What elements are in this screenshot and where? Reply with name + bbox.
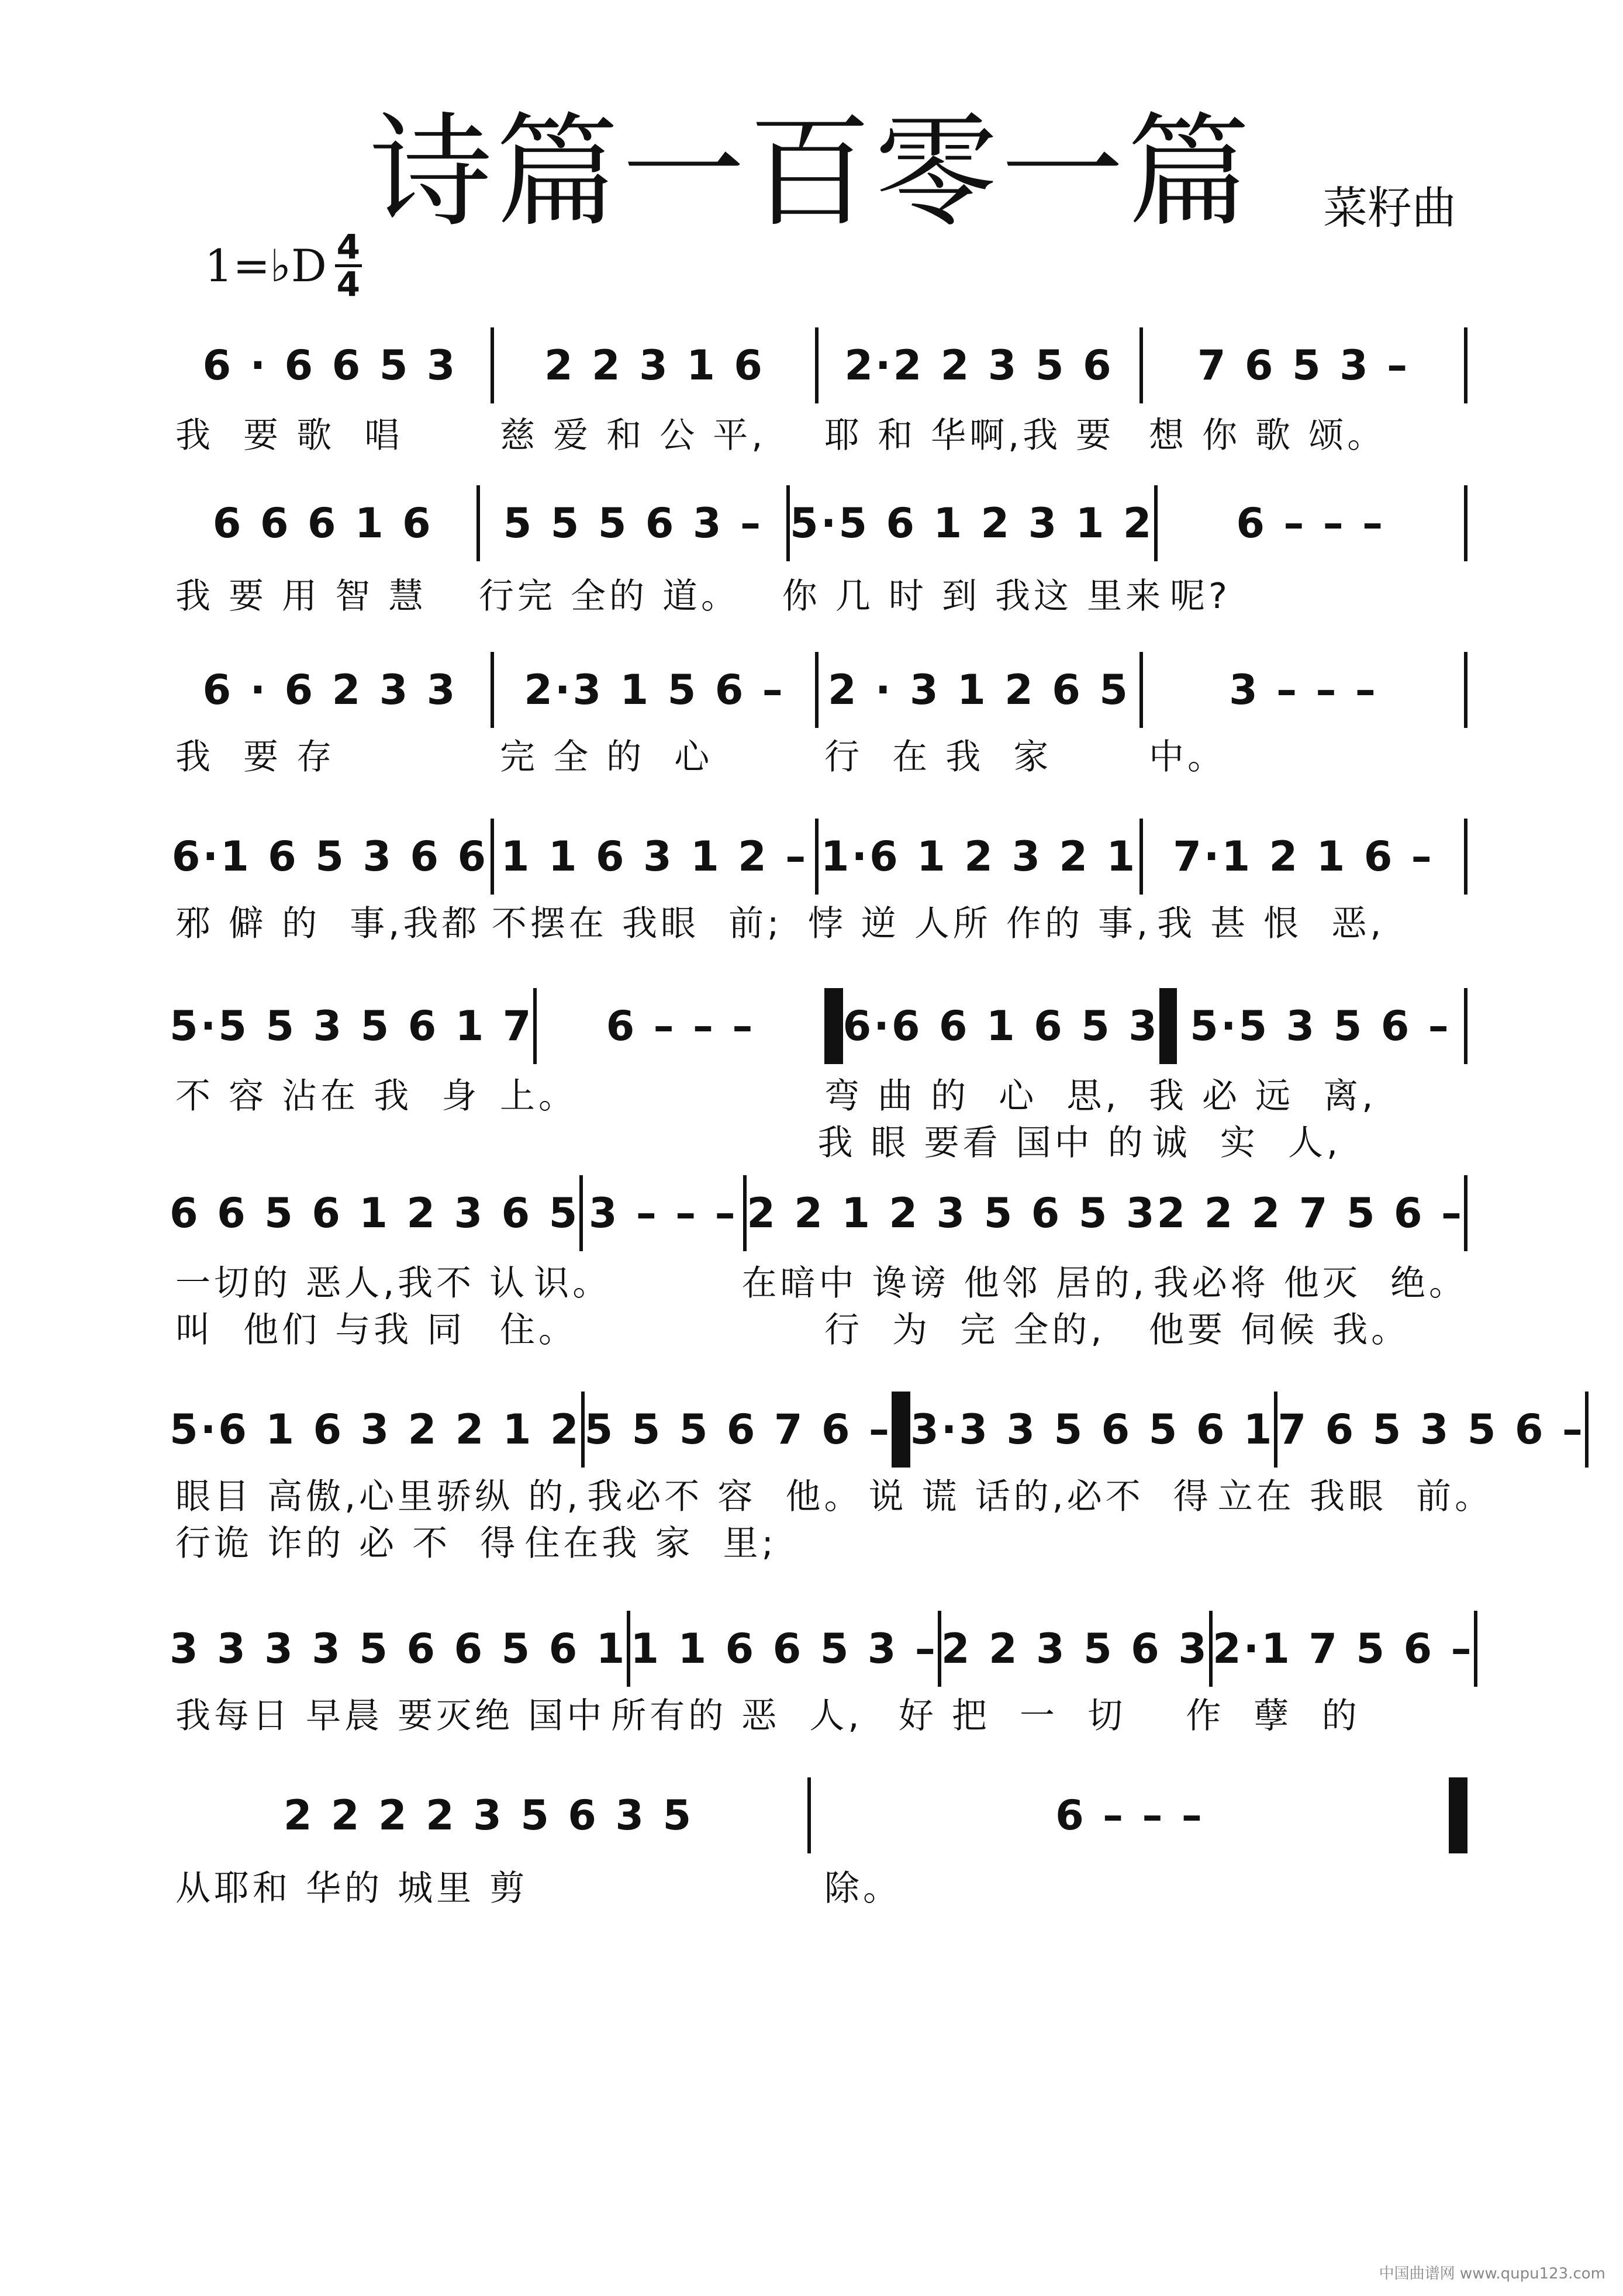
measure: 1 1 6 3 1 2 – <box>500 833 809 881</box>
measure: 2·3 1 5 6 – <box>524 666 785 714</box>
lyric-line <box>170 1125 1467 1161</box>
lyric-segment: 我必将 他灭 绝。 <box>1153 1263 1467 1304</box>
notation-line <box>170 1777 1467 1853</box>
lyric-segment: 你 几 时 到 我这 里来 <box>782 576 1165 617</box>
measure: 2 2 1 2 3 5 6 5 3 <box>747 1189 1157 1237</box>
lyric-segment: 叫 他们 与我 同 <box>175 1310 466 1351</box>
lyric-segment <box>835 1526 1151 1561</box>
lyric-segment: 我必不 容 他。 <box>587 1476 863 1517</box>
barline <box>1464 327 1467 403</box>
measure: 6 6 5 6 1 2 3 6 5 <box>170 1189 580 1237</box>
lyric-segment <box>1151 1526 1467 1561</box>
barline <box>1464 652 1467 728</box>
lyric-segment: 行 为 完 全的, <box>824 1310 1106 1351</box>
measure: 6·1 6 5 3 6 6 <box>171 833 489 881</box>
barline <box>1585 1392 1589 1468</box>
lyric-segment <box>170 1125 491 1161</box>
measure: 3 – – – <box>1229 666 1378 714</box>
barline <box>1464 819 1467 895</box>
lyric-segment: 说 谎 话的,必不 得 <box>868 1476 1212 1517</box>
lyric-segment: 住在我 家 里; <box>524 1523 777 1564</box>
lyric-segment <box>491 1125 811 1161</box>
lyric-segment: 眼目 高傲,心里骄纵 的, <box>175 1476 582 1517</box>
lyric-segment: 上。 <box>500 1076 577 1117</box>
lyric-line <box>170 1263 1467 1304</box>
measure: 2 2 3 5 6 3 <box>941 1625 1209 1673</box>
lyric-segment: 立在 我眼 前。 <box>1217 1476 1494 1517</box>
barline <box>1464 485 1467 561</box>
measure: 6·6 6 1 6 5 3 <box>842 1002 1159 1050</box>
measure: 6 – – – <box>606 1002 755 1050</box>
measure: 6 – – – <box>1236 499 1386 547</box>
measure: 6 · 6 2 3 3 <box>202 666 458 714</box>
lyric-segment: 识。 <box>534 1263 612 1304</box>
barline <box>1474 1611 1477 1687</box>
lyric-segment: 行诡 诈的 必 不 得 <box>175 1523 519 1564</box>
measure: 6 – – – <box>1055 1791 1204 1839</box>
measure: 6 6 6 1 6 <box>212 499 433 547</box>
measure: 7 6 5 3 5 6 – <box>1277 1406 1585 1453</box>
measure: 2 2 3 1 6 <box>544 341 765 389</box>
measure: 2 · 3 1 2 6 5 <box>827 666 1131 714</box>
measure: 5·6 1 6 3 2 2 1 2 <box>170 1406 581 1453</box>
measure: 5·5 6 1 2 3 1 2 <box>790 499 1154 547</box>
lyric-segment: 邪 僻 的 事,我都 <box>175 903 481 944</box>
lyric-line <box>170 1868 1467 1909</box>
lyric-line <box>170 1076 1467 1117</box>
measure: 2 2 2 2 3 5 6 3 5 <box>283 1791 694 1839</box>
final-barline <box>1449 1777 1467 1853</box>
lyric-segment: 不摆在 我眼 前; <box>491 903 783 944</box>
lyric-segment: 我 要 用 智 慧 <box>175 576 427 617</box>
notation-line <box>170 1611 1474 1687</box>
measure: 3 – – – <box>588 1189 738 1237</box>
time-top: 4 <box>336 227 360 267</box>
site-watermark: 中国曲谱网 www.qupu123.com <box>1379 2265 1605 2283</box>
notation-line <box>170 652 1467 728</box>
lyric-line <box>170 737 1467 778</box>
measure: 2·1 7 5 6 – <box>1212 1625 1474 1673</box>
song-title: 诗篇一百零一篇 <box>369 101 1253 244</box>
lyric-segment: 想 你 歌 颂。 <box>1149 415 1386 456</box>
notation-line <box>170 988 1467 1064</box>
measure: 5·5 3 5 6 – <box>1190 1002 1451 1050</box>
barline <box>1464 988 1467 1064</box>
lyric-segment: 不 容 沾在 我 身 <box>175 1076 481 1117</box>
measure: 5·5 5 3 5 6 1 7 <box>170 1002 534 1050</box>
lyric-segment: 在暗中 谗谤 他邻 居的, <box>741 1263 1148 1304</box>
notation-line <box>170 819 1467 895</box>
lyric-segment: 好 把 一 切 <box>898 1696 1127 1736</box>
lyric-segment: 完 全 的 心 <box>500 737 713 778</box>
lyric-segment: 我 必 远 离, <box>1149 1076 1377 1117</box>
measure: 7·1 2 1 6 – <box>1173 833 1434 881</box>
lyric-line <box>170 903 1467 944</box>
final-barline <box>824 988 843 1064</box>
lyric-segment: 我 眼 要看 国中 的 <box>817 1123 1147 1163</box>
measure: 1 1 6 6 5 3 – <box>630 1625 938 1673</box>
notation-line <box>170 1175 1467 1251</box>
lyric-line <box>170 415 1467 456</box>
lyric-segment: 一切的 恶人,我不 认 <box>175 1263 529 1304</box>
measure: 6 · 6 6 5 3 <box>202 341 458 389</box>
notation-line <box>170 327 1467 403</box>
lyric-segment: 慈 爱 和 公 平, <box>500 415 766 456</box>
composer-credit: 菜籽曲 <box>1323 182 1456 234</box>
lyric-segment: 住。 <box>500 1310 577 1351</box>
lyric-segment: 作 孽 的 <box>1186 1696 1360 1736</box>
final-barline <box>892 1392 910 1468</box>
lyric-segment: 他要 伺候 我。 <box>1149 1310 1410 1351</box>
lyric-segment: 行完 全的 道。 <box>478 576 740 617</box>
lyric-line <box>170 1310 1467 1351</box>
notation-line <box>170 485 1467 561</box>
lyric-segment: 所有的 恶 人, <box>611 1696 863 1736</box>
lyric-segment: 呢? <box>1170 576 1231 617</box>
measure: 3 3 3 3 5 6 6 5 6 1 <box>170 1625 627 1673</box>
measure: 1·6 1 2 3 2 1 <box>820 833 1138 881</box>
lyric-segment: 悖 逆 人所 作的 事, <box>807 903 1152 944</box>
repeat-barline <box>1159 988 1177 1064</box>
lyric-segment: 我 要 存 <box>175 737 336 778</box>
key-signature <box>205 227 362 305</box>
time-signature <box>335 227 362 305</box>
lyric-segment: 除。 <box>824 1868 902 1909</box>
notation-line <box>170 1392 1585 1468</box>
measure: 3·3 3 5 6 5 6 1 <box>910 1406 1275 1453</box>
measure: 7 6 5 3 – <box>1197 341 1410 389</box>
lyric-line <box>170 1476 1494 1517</box>
barline <box>1464 1175 1467 1251</box>
measure: 2 2 2 7 5 6 – <box>1156 1189 1464 1237</box>
lyric-line <box>170 1698 1467 1734</box>
lyric-segment: 行 在 我 家 <box>824 737 1052 778</box>
time-bottom: 4 <box>336 264 360 305</box>
lyric-segment: 弯 曲 的 心 思, <box>824 1076 1120 1117</box>
lyric-segment: 我 甚 恨 恶, <box>1157 903 1385 944</box>
lyric-segment: 耶 和 华啊,我 要 <box>824 415 1115 456</box>
lyric-segment: 我 要 歌 唱 <box>175 415 403 456</box>
lyric-segment: 从耶和 华的 城里 剪 <box>175 1868 529 1909</box>
lyric-segment: 诚 实 人, <box>1152 1123 1342 1163</box>
lyric-segment: 我每日 早晨 要灭绝 国中 <box>175 1696 606 1736</box>
measure: 5 5 5 6 3 – <box>503 499 763 547</box>
measure: 2·2 2 3 5 6 <box>844 341 1114 389</box>
key-label: 1=♭D <box>205 239 327 292</box>
measure: 5 5 5 6 7 6 – <box>584 1406 892 1453</box>
lyric-line <box>170 576 1467 617</box>
lyric-line <box>170 1523 1467 1564</box>
lyric-segment: 中。 <box>1149 737 1226 778</box>
